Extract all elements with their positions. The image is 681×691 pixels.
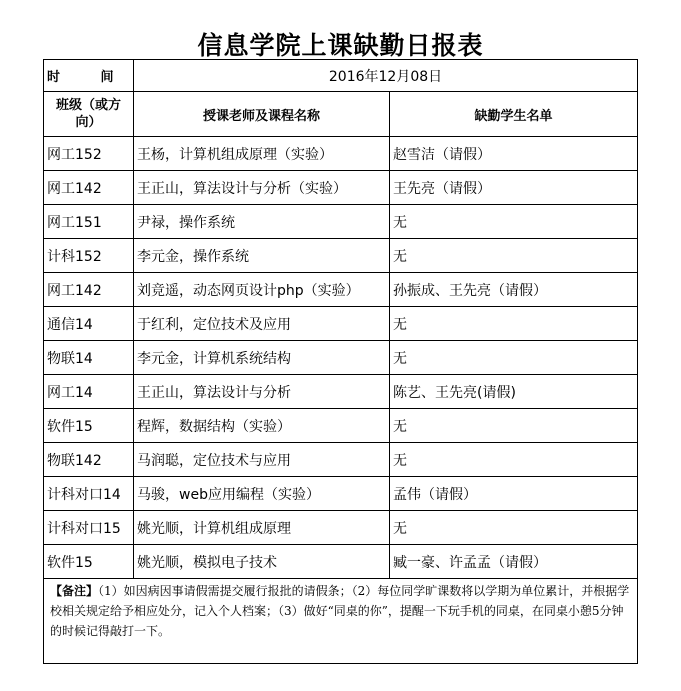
table-row [44,477,638,511]
class-cell: 计科对口14 [44,477,134,511]
notes-label: 【备注】 [50,584,99,598]
class-header: 班级（或方向） [44,92,134,137]
class-cell: 网工142 [44,171,134,205]
absent-cell: 无 [390,511,638,545]
absent-cell: 无 [390,409,638,443]
class-cell: 软件15 [44,545,134,579]
notes-row [44,579,638,664]
class-cell: 软件15 [44,409,134,443]
absent-cell: 无 [390,205,638,239]
table-row [44,341,638,375]
absent-students-header: 缺勤学生名单 [390,92,638,137]
class-cell: 计科对口15 [44,511,134,545]
course-cell: 于红利，定位技术及应用 [134,307,390,341]
course-cell: 王杨，计算机组成原理（实验） [134,137,390,171]
table-row [44,443,638,477]
course-cell: 姚光顺，模拟电子技术 [134,545,390,579]
absent-cell: 孟伟（请假） [390,477,638,511]
table-row [44,409,638,443]
table-row [44,137,638,171]
absence-table [43,59,638,664]
class-cell: 通信14 [44,307,134,341]
teacher-course-header: 授课老师及课程名称 [134,92,390,137]
course-cell: 姚光顺，计算机组成原理 [134,511,390,545]
course-cell: 程辉，数据结构（实验） [134,409,390,443]
course-cell: 王正山，算法设计与分析（实验） [134,171,390,205]
absent-cell: 臧一豪、许孟孟（请假） [390,545,638,579]
class-cell: 物联14 [44,341,134,375]
absent-cell: 陈艺、王先亮(请假) [390,375,638,409]
absent-cell: 无 [390,443,638,477]
class-cell: 网工151 [44,205,134,239]
class-cell: 物联142 [44,443,134,477]
absent-cell: 无 [390,341,638,375]
table-row [44,307,638,341]
course-cell: 马润聪，定位技术与应用 [134,443,390,477]
notes-text: （1）如因病因事请假需提交履行报批的请假条；（2）每位同学旷课数将以学期为单位累计，并根据学校相关规定给予相应处分，记入个人档案；（3）做好“同桌的你”，提醒一下玩手机的同桌，在同桌小憩5分钟的时候记得敲打一下。 [50,584,630,638]
table-row [44,375,638,409]
table-row [44,273,638,307]
course-cell: 马骏，web应用编程（实验） [134,477,390,511]
table-row [44,171,638,205]
header-row [44,92,638,137]
course-cell: 李元金，计算机系统结构 [134,341,390,375]
course-cell: 尹禄，操作系统 [134,205,390,239]
table-row [44,205,638,239]
table-row [44,239,638,273]
absent-cell: 无 [390,239,638,273]
report-date: 2016年12月08日 [134,60,638,92]
class-cell: 网工142 [44,273,134,307]
absent-cell: 王先亮（请假） [390,171,638,205]
time-label: 时 间 [44,60,134,92]
table-row [44,545,638,579]
class-cell: 网工152 [44,137,134,171]
notes-cell [44,579,638,664]
absent-cell: 孙振成、王先亮（请假） [390,273,638,307]
absent-cell: 无 [390,307,638,341]
table-row [44,511,638,545]
absent-cell: 赵雪洁（请假） [390,137,638,171]
course-cell: 刘竞遥，动态网页设计php（实验） [134,273,390,307]
time-row [44,60,638,92]
class-cell: 计科152 [44,239,134,273]
class-cell: 网工14 [44,375,134,409]
course-cell: 李元金，操作系统 [134,239,390,273]
course-cell: 王正山，算法设计与分析 [134,375,390,409]
page-title: 信息学院上课缺勤日报表 [197,31,484,60]
